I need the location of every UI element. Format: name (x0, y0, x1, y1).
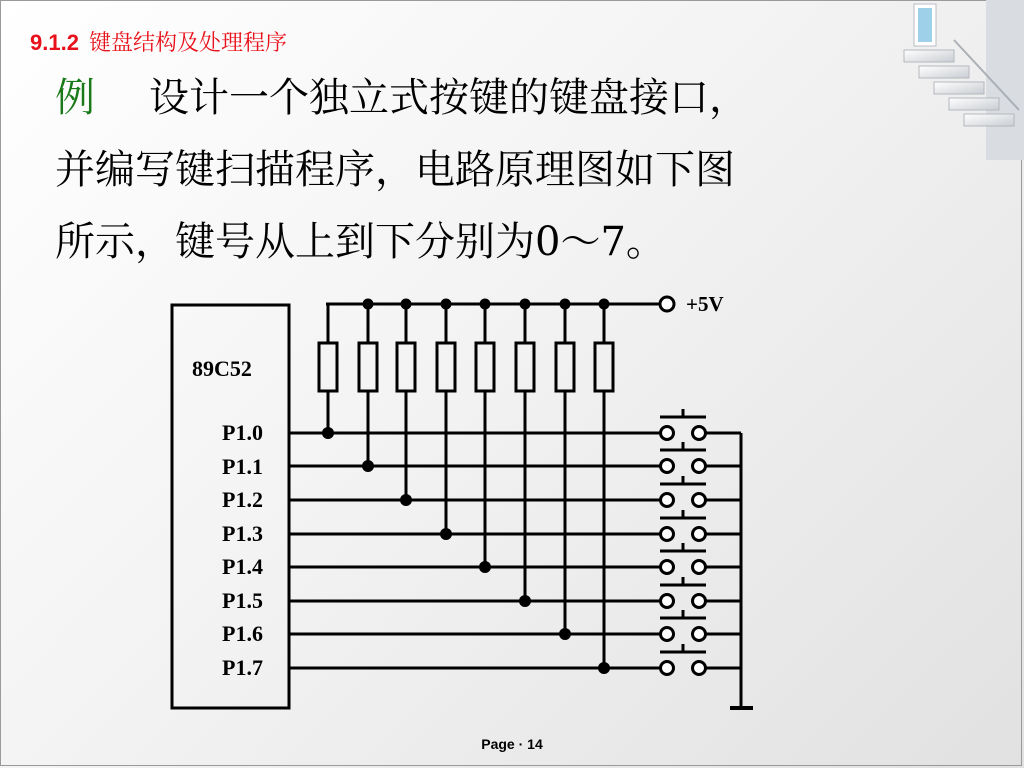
statement-line-2: 并编写键扫描程序，电路原理图如下图 (55, 147, 735, 193)
pin-label-p1-0: P1.0 (222, 420, 263, 445)
pin-label-p1-3: P1.3 (222, 521, 263, 546)
resistor-6 (556, 343, 574, 391)
key-terminal-right-5 (693, 595, 706, 608)
section-number: 9.1.2 (30, 30, 79, 55)
pin-label-p1-4: P1.4 (222, 554, 263, 579)
page-footer (0, 736, 1024, 752)
key-terminal-left-4 (661, 561, 674, 574)
resistor-7 (595, 343, 613, 391)
key-terminal-right-7 (693, 662, 706, 675)
key-terminal-left-0 (661, 427, 674, 440)
key-terminal-right-2 (693, 494, 706, 507)
power-label: +5V (686, 292, 724, 316)
key-terminal-left-3 (661, 528, 674, 541)
pin-label-p1-1: P1.1 (222, 454, 263, 479)
resistor-4 (476, 343, 494, 391)
key-terminal-right-1 (693, 460, 706, 473)
pin-label-p1-7: P1.7 (222, 655, 263, 680)
resistor-1 (359, 343, 377, 391)
key-terminal-left-7 (661, 662, 674, 675)
power-terminal (660, 297, 674, 311)
page-number: 14 (527, 736, 543, 752)
key-terminal-right-3 (693, 528, 706, 541)
key-terminal-left-2 (661, 494, 674, 507)
page-label: Page (481, 736, 515, 752)
resistor-0 (319, 343, 337, 391)
key-terminal-left-6 (661, 628, 674, 641)
page-separator: · (518, 736, 524, 752)
resistor-5 (516, 343, 534, 391)
pin-label-p1-2: P1.2 (222, 487, 263, 512)
key-terminal-left-5 (661, 595, 674, 608)
key-terminal-right-6 (693, 628, 706, 641)
pin-label-p1-6: P1.6 (222, 621, 263, 646)
resistor-2 (397, 343, 415, 391)
key-terminal-left-1 (661, 460, 674, 473)
resistor-3 (437, 343, 455, 391)
pin-label-p1-5: P1.5 (222, 588, 263, 613)
section-heading: 键盘结构及处理程序 (88, 31, 287, 56)
example-label: 例 (55, 75, 95, 121)
key-terminal-right-0 (693, 427, 706, 440)
chip-label: 89C52 (192, 356, 252, 381)
statement-text-1: 设计一个独立式按键的键盘接口， (149, 75, 749, 121)
key-terminal-right-4 (693, 561, 706, 574)
key-circuits (289, 299, 741, 675)
statement-line-3: 所示，键号从上到下分别为0～7。 (55, 219, 666, 265)
